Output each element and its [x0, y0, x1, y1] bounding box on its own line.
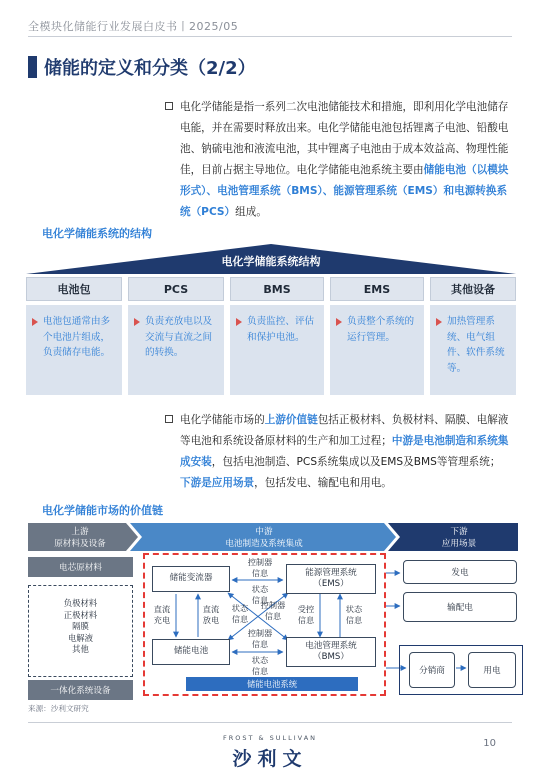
page-title: 储能的定义和分类（2/2） [44, 58, 256, 79]
downstream-label [402, 527, 516, 550]
para2-text-2: 包括正极材料、负极材料、隔膜、电解液等电池和系统设备原材料的生产和加工过程； [180, 414, 509, 447]
label-ctrl-info-3-l2: 信息 [264, 610, 282, 621]
para2-highlight-2: 中游是电池制造和系统集成安装 [180, 435, 509, 468]
label-ctrl-info-2 [240, 628, 280, 649]
label-status-info-4-l1: 状态 [251, 655, 269, 665]
integrated-equipment-label: 一体化系统设备 [28, 680, 133, 700]
footer-divider [28, 722, 512, 723]
app-generation: 发电 [403, 560, 517, 584]
label-status-info-2 [226, 603, 254, 624]
node-bms-l2: （BMS） [313, 652, 349, 662]
brand-english: FROST & SULLIVAN [222, 734, 318, 742]
label-status-info-3-l1: 状态 [345, 604, 363, 614]
label-ctrl-info-3-l1: 控制器 [260, 600, 286, 610]
label-status-info-4-l2: 信息 [251, 665, 269, 676]
para2-highlight-3: 下游是应用场景 [180, 477, 255, 489]
battery-system-banner: 储能电池系统 [186, 677, 358, 691]
material-item: 其他 [72, 644, 89, 654]
label-ctrl-info-2-l1: 控制器 [247, 628, 273, 638]
report-header: 全模块化储能行业发展白皮书丨2025/05 [28, 20, 239, 33]
para1-text-1: 电化学储能是指一系列二次电池储能技术和措施，即利用化学电池储存电能，并在需要时释放出来。电化学储能电池包括锂离子电池、铅酸电池、钠硫电池和液流电池，其中锂离子电池由于成本效益高、物理性能佳，目前占据主导地位。电化学储能电池系统主要由 [180, 101, 509, 176]
source-note: 来源：沙利文研究 [28, 704, 89, 713]
desc-bms-text: 负责监控、评估和保护电池。 [247, 316, 315, 343]
upstream-label-l1: 上游 [71, 527, 89, 537]
brand-logo: 沙利文 [232, 748, 308, 770]
label-controlled-info-l2: 信息 [297, 614, 315, 625]
midstream-label [142, 527, 386, 550]
upstream-label [28, 527, 132, 550]
app-distributor: 分销商 [409, 652, 455, 688]
label-dc-charge [150, 604, 174, 625]
desc-pcs-text: 负责充放电以及交流与直流之间的转换。 [145, 316, 213, 358]
node-bms [286, 637, 376, 667]
cell-materials-label: 电芯原材料 [28, 557, 133, 577]
para2-highlight-1: 上游价值链 [264, 414, 318, 426]
para1-highlight-1: 储能电池（以模块形式）、电池管理系统（BMS）、能源管理系统（EMS）和电源转换系统（PCS） [180, 164, 509, 218]
desc-battery-pack-text: 电池包通常由多个电池片组成，负责储存电能。 [43, 316, 111, 358]
label-ctrl-info-1-l2: 信息 [251, 567, 269, 578]
label-status-info-1-l2: 信息 [251, 594, 269, 605]
label-status-info-4 [240, 655, 280, 676]
structure-banner-label: 电化学储能系统结构 [221, 255, 321, 268]
label-dc-discharge-l2: 放电 [202, 614, 220, 625]
category-ems: EMS [330, 277, 424, 301]
app-consumption: 用电 [468, 652, 516, 688]
label-status-info-3 [342, 604, 366, 625]
desc-ems-text: 负责整个系统的运行管理。 [347, 316, 415, 343]
material-item: 隔膜 [72, 621, 89, 631]
category-other-equipment: 其他设备 [430, 277, 516, 301]
node-battery: 储能电池 [152, 639, 230, 665]
label-ctrl-info-2-l2: 信息 [251, 638, 269, 649]
desc-other-equipment-text: 加热管理系统、电气组件、软件系统等。 [447, 316, 505, 374]
node-ems-l2: （EMS） [313, 579, 349, 589]
label-ctrl-info-3 [258, 600, 288, 621]
app-transmission: 输配电 [403, 592, 517, 622]
category-pcs: PCS [128, 277, 224, 301]
para2-text-1: 电化学储能市场的 [180, 414, 265, 426]
category-bms: BMS [230, 277, 324, 301]
material-item: 正极材料 [63, 609, 98, 620]
material-item: 负极材料 [63, 598, 98, 608]
page-number: 10 [483, 738, 496, 749]
label-dc-discharge-l1: 直流 [202, 604, 220, 614]
material-item: 电解液 [67, 632, 94, 643]
node-ems [286, 564, 376, 594]
category-battery-pack: 电池包 [26, 277, 122, 301]
label-status-info-3-l2: 信息 [345, 614, 363, 625]
label-dc-discharge [199, 604, 223, 625]
label-dc-charge-l2: 充电 [153, 614, 171, 625]
midstream-label-l1: 中游 [255, 527, 273, 537]
downstream-label-l1: 下游 [450, 527, 468, 537]
para1-text-2: 组成。 [235, 206, 267, 218]
node-pcs: 储能变流器 [152, 566, 230, 592]
para2-text-4: ，包括发电、输配电和用电。 [254, 477, 392, 489]
label-controlled-info [294, 604, 318, 625]
label-ctrl-info-1-l1: 控制器 [247, 557, 273, 567]
value-chain-heading: 电化学储能市场的价值链 [42, 504, 163, 517]
structure-heading: 电化学储能系统的结构 [42, 227, 152, 240]
label-dc-charge-l1: 直流 [153, 604, 171, 614]
node-ems-l1: 能源管理系统 [305, 567, 357, 578]
node-bms-l1: 电池管理系统 [305, 640, 357, 651]
downstream-label-l2: 应用场景 [441, 538, 477, 549]
midstream-label-l2: 电池制造及系统集成 [225, 538, 303, 549]
label-status-info-1-l1: 状态 [251, 584, 269, 594]
label-status-info-2-l1: 状态 [231, 603, 249, 613]
label-ctrl-info-1 [240, 557, 280, 578]
label-status-info-2-l2: 信息 [231, 613, 249, 624]
materials-box [28, 585, 133, 677]
para2-text-3: ，包括电池制造、PCS系统集成以及EMS及BMS等管理系统； [211, 456, 501, 468]
upstream-label-l2: 原材料及设备 [54, 538, 106, 549]
label-controlled-info-l1: 受控 [297, 604, 315, 614]
